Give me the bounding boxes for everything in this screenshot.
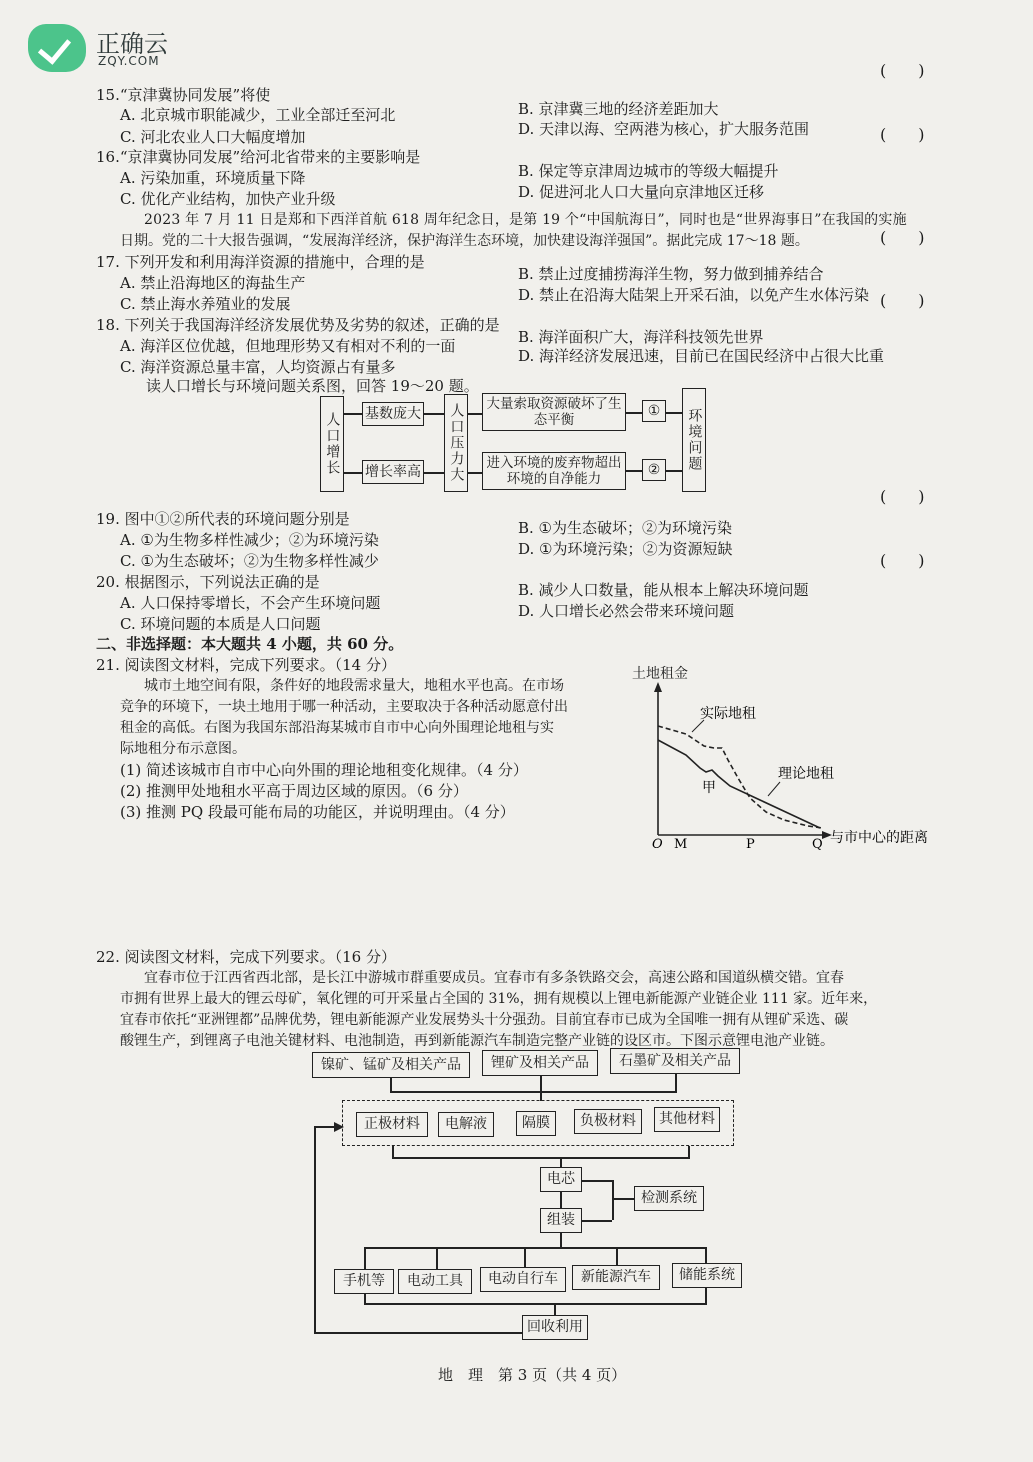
node-recycling: 回收利用 xyxy=(522,1315,588,1340)
node-assembly: 组装 xyxy=(540,1208,582,1233)
q17-option-b: B. 禁止过度捕捞海洋生物，努力做到捕养结合 xyxy=(518,265,824,283)
chart-y-arrow xyxy=(654,682,662,692)
chart-origin: O xyxy=(652,837,663,852)
q20-option-b: B. 减少人口数量，能从根本上解决环境问题 xyxy=(518,581,809,599)
intro-19-20: 读人口增长与环境问题关系图，回答 19～20 题。 xyxy=(146,377,479,395)
answer-paren-19: ( ) xyxy=(880,487,925,506)
q16-option-c: C. 优化产业结构，加快产业升级 xyxy=(120,190,336,208)
chart-tick-m: M xyxy=(674,837,688,852)
node-graphite: 石墨矿及相关产品 xyxy=(610,1048,740,1074)
q21-para-2: 竞争的环境下，一块土地用于哪一种活动，主要取决于各种活动愿意付出 xyxy=(120,699,568,715)
logo-check-icon xyxy=(28,24,86,72)
q21-para-1: 城市土地空间有限，条件好的地段需求量大，地租水平也高。在市场 xyxy=(144,678,564,694)
page-footer: 地 理 第 3 页（共 4 页） xyxy=(438,1366,627,1384)
q16-stem: 16.“京津冀协同发展”给河北省带来的主要影响是 xyxy=(96,148,421,166)
node-high-growth-rate: 增长率高 xyxy=(362,460,424,484)
node-anode: 负极材料 xyxy=(574,1109,642,1134)
node-phones: 手机等 xyxy=(334,1269,394,1294)
q15-option-d: D. 天津以海、空两港为核心，扩大服务范围 xyxy=(518,120,810,138)
q18-option-d: D. 海洋经济发展迅速，目前已在国民经济中占很大比重 xyxy=(518,347,885,365)
q19-stem: 19. 图中①②所代表的环境问题分别是 xyxy=(96,510,350,528)
node-large-base: 基数庞大 xyxy=(362,402,424,426)
chart-xlabel: 与市中心的距离 xyxy=(830,830,928,846)
q18-option-a: A. 海洋区位优越，但地理形势又有相对不利的一面 xyxy=(120,337,456,355)
node-lithium-ore: 锂矿及相关产品 xyxy=(482,1050,598,1076)
node-cathode: 正极材料 xyxy=(356,1112,428,1137)
q22-para-4: 酸锂生产，到锂离子电池关键材料、电池制造，再到新能源汽车制造完整产业链的设区市。下图示意锂电池产业链。 xyxy=(120,1033,834,1049)
node-population-pressure: 人口压力大 xyxy=(444,394,468,492)
q21-sub-3: (3) 推测 PQ 段最可能布局的功能区，并说明理由。（4 分） xyxy=(120,803,515,821)
q22-para-2: 市拥有世界上最大的锂云母矿，氧化锂的可开采量占全国的 31%，拥有规模以上锂电新能源产业链企业 111 家。近年来， xyxy=(120,991,878,1007)
q20-option-a: A. 人口保持零增长，不会产生环境问题 xyxy=(120,594,381,612)
node-nickel-manganese: 镍矿、锰矿及相关产品 xyxy=(312,1052,470,1078)
chart-annotation-jia: 甲 xyxy=(702,780,716,796)
answer-paren-20: ( ) xyxy=(880,551,925,570)
q19-option-c: C. ①为生态破坏；②为生物多样性减少 xyxy=(120,552,379,570)
node-energy-storage: 储能系统 xyxy=(672,1263,742,1288)
q22-para-1: 宜春市位于江西省西北部，是长江中游城市群重要成员。宜春市有多条铁路交会，高速公路和国道纵横交错。宜春 xyxy=(144,970,844,986)
q17-option-d: D. 禁止在沿海大陆架上开采石油，以免产生水体污染 xyxy=(518,286,870,304)
node-electrolyte: 电解液 xyxy=(438,1112,494,1137)
node-cause-ecological: 大量索取资源破坏了生态平衡 xyxy=(482,393,626,431)
q20-stem: 20. 根据图示，下列说法正确的是 xyxy=(96,573,320,591)
answer-paren-16: ( ) xyxy=(880,125,925,144)
q19-option-b: B. ①为生态破坏；②为环境污染 xyxy=(518,519,733,537)
q21-para-4: 际地租分布示意图。 xyxy=(120,741,246,757)
node-separator: 隔膜 xyxy=(516,1111,556,1136)
answer-paren-18: ( ) xyxy=(880,291,925,310)
chart-legend-theoretical: 理论地租 xyxy=(778,766,834,782)
answer-paren-15: ( ) xyxy=(880,61,925,80)
q21-stem: 21. 阅读图文材料，完成下列要求。（14 分） xyxy=(96,656,396,674)
chart-ylabel: 土地租金 xyxy=(632,666,688,682)
chart-tick-p: P xyxy=(746,837,755,852)
node-new-energy-vehicles: 新能源汽车 xyxy=(572,1265,660,1290)
logo-domain: ZQY.COM xyxy=(98,54,160,68)
q19-option-a: A. ①为生物多样性减少；②为环境污染 xyxy=(120,531,379,549)
q17-stem: 17. 下列开发和利用海洋资源的措施中，合理的是 xyxy=(96,253,425,271)
q18-option-b: B. 海洋面积广大，海洋科技领先世界 xyxy=(518,328,764,346)
zqy-logo xyxy=(28,22,178,78)
q15-option-b: B. 京津冀三地的经济差距加大 xyxy=(518,100,719,118)
q16-option-d: D. 促进河北人口大量向京津地区迁移 xyxy=(518,183,765,201)
q16-option-a: A. 污染加重，环境质量下降 xyxy=(120,169,306,187)
q15-option-a: A. 北京城市职能减少，工业全部迁至河北 xyxy=(120,106,396,124)
q21-sub-1: (1) 简述该城市自市中心向外围的理论地租变化规律。（4 分） xyxy=(120,761,528,779)
q17-option-a: A. 禁止沿海地区的海盐生产 xyxy=(120,274,306,292)
section-2-heading: 二、非选择题：本大题共 4 小题，共 60 分。 xyxy=(96,635,404,653)
node-cause-pollution: 进入环境的废弃物超出环境的自净能力 xyxy=(482,452,626,490)
q18-stem: 18. 下列关于我国海洋经济发展优势及劣势的叙述，正确的是 xyxy=(96,316,500,334)
logo-brand: 正确云 xyxy=(96,30,168,58)
chart-leader-theoretical xyxy=(768,782,780,796)
node-power-tools: 电动工具 xyxy=(398,1269,472,1294)
q17-option-c: C. 禁止海水养殖业的发展 xyxy=(120,295,291,313)
q15-option-c: C. 河北农业人口大幅度增加 xyxy=(120,128,306,146)
q20-option-d: D. 人口增长必然会带来环境问题 xyxy=(518,602,735,620)
q22-stem: 22. 阅读图文材料，完成下列要求。（16 分） xyxy=(96,948,396,966)
q18-option-c: C. 海洋资源总量丰富，人均资源占有量多 xyxy=(120,358,396,376)
q21-para-3: 租金的高低。右图为我国东部沿海某城市自市中心向外围理论地租与实 xyxy=(120,720,554,736)
node-cell: 电芯 xyxy=(540,1167,582,1192)
node-other-materials: 其他材料 xyxy=(654,1107,720,1132)
node-blank-2: ② xyxy=(642,459,666,481)
q21-sub-2: (2) 推测甲处地租水平高于周边区域的原因。（6 分） xyxy=(120,782,468,800)
q16-option-b: B. 保定等京津周边城市的等级大幅提升 xyxy=(518,162,779,180)
chart-tick-q: Q xyxy=(812,837,823,852)
passage-17-line2: 日期。党的二十大报告强调，“发展海洋经济，保护海洋生态环境，加快建设海洋强国”。据此完成 17～18 题。 xyxy=(120,233,809,249)
node-e-bikes: 电动自行车 xyxy=(480,1267,566,1292)
node-environment-problems: 环境问题 xyxy=(682,388,706,492)
q19-option-d: D. ①为环境污染；②为资源短缺 xyxy=(518,540,733,558)
node-testing-system: 检测系统 xyxy=(634,1186,704,1211)
q22-para-3: 宜春市依托“亚洲锂都”品牌优势，锂电新能源产业发展势头十分强劲。目前宜春市已成为全国唯一拥有从锂矿采选、碳 xyxy=(120,1012,849,1028)
answer-paren-17: ( ) xyxy=(880,228,925,247)
node-blank-1: ① xyxy=(642,400,666,422)
node-population-growth: 人口增长 xyxy=(320,396,344,492)
chart-legend-actual: 实际地租 xyxy=(700,706,756,722)
passage-17-line1: 2023 年 7 月 11 日是郑和下西洋首航 618 周年纪念日，是第 19 个“中国航海日”，同时也是“世界海事日”在我国的实施 xyxy=(144,212,907,228)
q20-option-c: C. 环境问题的本质是人口问题 xyxy=(120,615,321,633)
feedback-arrow-icon xyxy=(334,1121,344,1133)
land-rent-chart xyxy=(630,660,940,855)
q15-stem: 15.“京津冀协同发展”将使 xyxy=(96,86,271,104)
chart-series-theoretical-rent xyxy=(658,740,820,828)
